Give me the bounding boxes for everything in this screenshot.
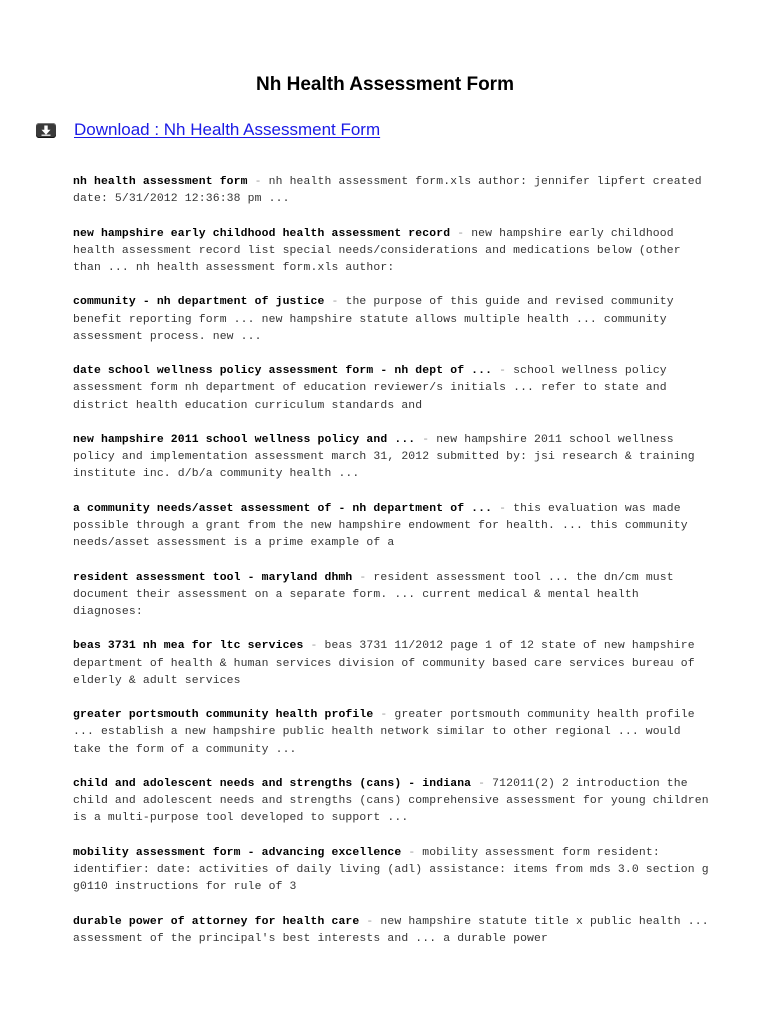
search-results-list [73, 174, 713, 965]
result-title[interactable]: new hampshire early childhood health assessment record [73, 227, 451, 240]
download-row [36, 118, 380, 142]
result-entry [73, 707, 713, 759]
result-entry [73, 501, 713, 553]
result-snippet: school wellness policy assessment form nh department of education reviewer/s initials ... refer to state and district health education curriculum standards and [73, 365, 667, 412]
download-icon[interactable] [36, 123, 56, 138]
result-title[interactable]: resident assessment tool - maryland dhmh [73, 571, 353, 584]
result-snippet: resident assessment tool ... the dn/cm must document their assessment on a separate form. ... current medical & mental health diagnoses: [73, 571, 674, 618]
result-title[interactable]: new hampshire 2011 school wellness policy and ... [73, 433, 416, 446]
result-separator: - [492, 502, 514, 515]
result-separator: - [303, 640, 325, 653]
download-link[interactable]: Download : Nh Health Assessment Form [74, 120, 381, 139]
page-title: Nh Health Assessment Form [256, 74, 514, 95]
result-separator: - [247, 176, 269, 188]
result-title[interactable]: beas 3731 nh mea for ltc services [73, 640, 304, 653]
result-title[interactable]: durable power of attorney for health care [73, 915, 360, 928]
result-title[interactable]: community - nh department of justice [73, 296, 325, 309]
result-snippet: this evaluation was made possible through a grant from the new hampshire endowment for health. ... this community needs/asset assessment is a prime example of a [73, 502, 688, 550]
result-entry [73, 638, 713, 690]
result-title[interactable]: a community needs/asset assessment of - nh department of ... [73, 502, 493, 515]
result-title[interactable]: date school wellness policy assessment form - nh dept of ... [73, 365, 493, 378]
result-snippet: new hampshire statute title x public health ... assessment of the principal's best interests and ... a durable power [73, 915, 709, 945]
result-snippet: mobility assessment form resident: identifier: date: activities of daily living (adl) assistance: items from mds 3.0 section g g0110 instructions for rule of 3 [73, 846, 709, 894]
result-separator: - [471, 777, 493, 790]
result-entry [73, 914, 713, 948]
result-separator: - [373, 709, 395, 722]
result-entry [73, 776, 713, 828]
result-entry [73, 294, 713, 346]
result-snippet: greater portsmouth community health profile ... establish a new hampshire public health network similar to other regional ... would take the form of a community ... [73, 709, 695, 756]
result-title[interactable]: nh health assessment form [73, 176, 248, 188]
result-entry [73, 174, 713, 208]
result-title[interactable]: child and adolescent needs and strengths (cans) - indiana [73, 777, 472, 790]
result-entry [73, 432, 713, 484]
result-separator: - [450, 227, 472, 240]
result-entry [73, 226, 713, 278]
result-separator: - [492, 365, 514, 378]
result-snippet: beas 3731 11/2012 page 1 of 12 state of new hampshire department of health & human services division of community based care services bureau of elderly & adult services [73, 640, 695, 687]
result-separator: - [352, 571, 374, 584]
download-arrow-icon [40, 125, 52, 136]
result-title[interactable]: greater portsmouth community health profile [73, 709, 374, 722]
result-title[interactable]: mobility assessment form - advancing excellence [73, 846, 402, 859]
result-entry [73, 363, 713, 415]
result-snippet: new hampshire 2011 school wellness policy and implementation assessment march 31, 2012 submitted by: jsi research & training institute inc. d/b/a community health ... [73, 433, 695, 481]
result-snippet: new hampshire early childhood health assessment record list special needs/considerations and medications below (other than ... nh health assessment form.xls author: [73, 227, 681, 274]
result-separator: - [401, 846, 423, 859]
result-separator: - [324, 296, 346, 309]
result-snippet: nh health assessment form.xls author: jennifer lipfert created date: 5/31/2012 12:36:38 pm ... [73, 176, 702, 206]
result-entry [73, 570, 713, 622]
result-separator: - [359, 915, 381, 928]
result-separator: - [415, 433, 437, 446]
result-entry [73, 845, 713, 897]
result-snippet: 712011(2) 2 introduction the child and adolescent needs and strengths (cans) comprehensive assessment for young children is a multi-purpose tool developed to support ... [73, 777, 709, 825]
result-snippet: the purpose of this guide and revised community benefit reporting form ... new hampshire statute allows multiple health ... community assessment process. new ... [73, 296, 674, 343]
